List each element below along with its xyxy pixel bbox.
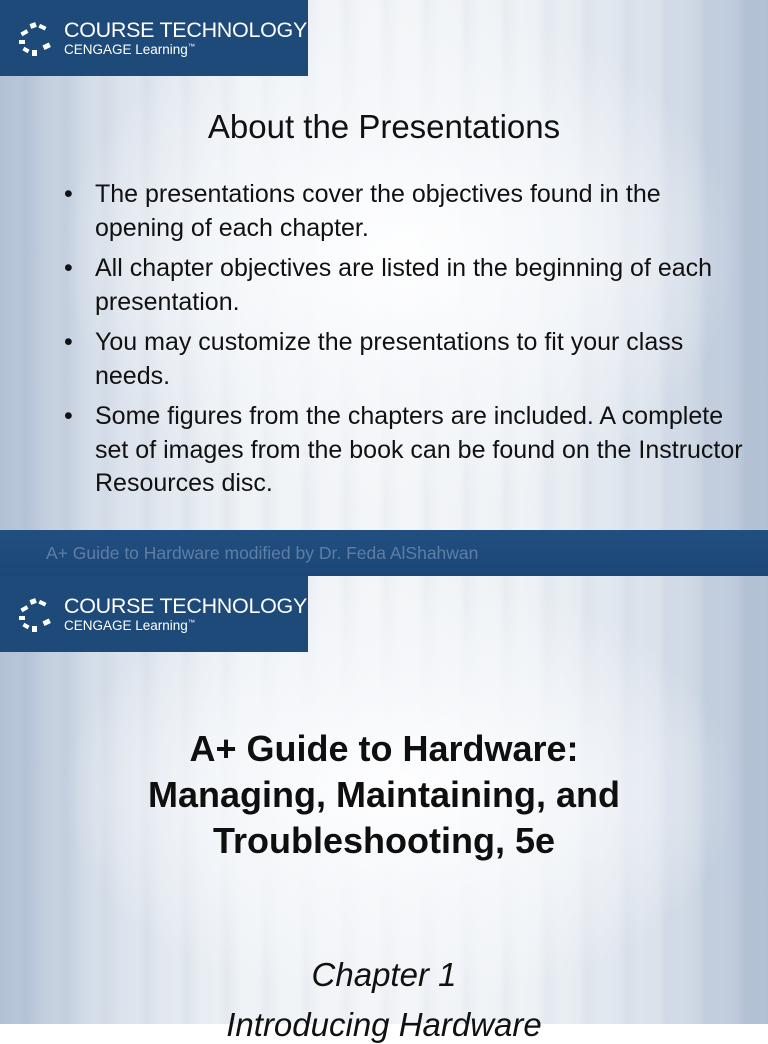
slide-title-page bbox=[0, 576, 768, 1043]
book-title bbox=[0, 726, 768, 864]
book-title-line: Troubleshooting, 5e bbox=[212, 820, 556, 861]
course-technology-logo bbox=[0, 0, 308, 76]
bullet-marker: • bbox=[64, 254, 73, 282]
logo-course-technology-text: COURSE TECHNOLOGY bbox=[64, 18, 307, 42]
bullet-list bbox=[64, 178, 744, 508]
logo-course-technology-text: COURSE TECHNOLOGY bbox=[64, 594, 307, 618]
slide-footer-bar bbox=[0, 530, 768, 576]
bullet-item: • All chapter objectives are listed in the beginning of each presentation. bbox=[64, 254, 713, 316]
slide-title: About the Presentations bbox=[207, 108, 561, 145]
bullet-marker: • bbox=[64, 402, 73, 430]
book-title-line: Managing, Maintaining, and bbox=[148, 774, 620, 815]
bullet-item: • The presentations cover the objectives found in the opening of each chapter. bbox=[64, 180, 661, 242]
bullet-item: • Some figures from the chapters are included. A complete set of images from the book can be found on the Instructor Resources disc. bbox=[64, 402, 743, 497]
footer-text: A+ Guide to Hardware modified by Dr. Feda AlShahwan bbox=[46, 543, 479, 563]
chapter-subtitle: Introducing Hardware bbox=[226, 1006, 542, 1043]
logo-cengage-learning-text: CENGAGE Learning™ bbox=[64, 42, 195, 57]
bullet-item: • You may customize the presentations to fit your class needs. bbox=[64, 328, 684, 390]
book-title-line: A+ Guide to Hardware: bbox=[189, 728, 579, 769]
bullet-marker: • bbox=[64, 328, 73, 356]
logo-cengage-learning-text: CENGAGE Learning™ bbox=[64, 618, 195, 633]
cengage-starburst-icon bbox=[17, 597, 57, 633]
cengage-starburst-icon bbox=[17, 21, 57, 57]
chapter-heading: Chapter 1 bbox=[311, 956, 457, 993]
bullet-marker: • bbox=[64, 180, 73, 208]
course-technology-logo bbox=[0, 576, 308, 652]
